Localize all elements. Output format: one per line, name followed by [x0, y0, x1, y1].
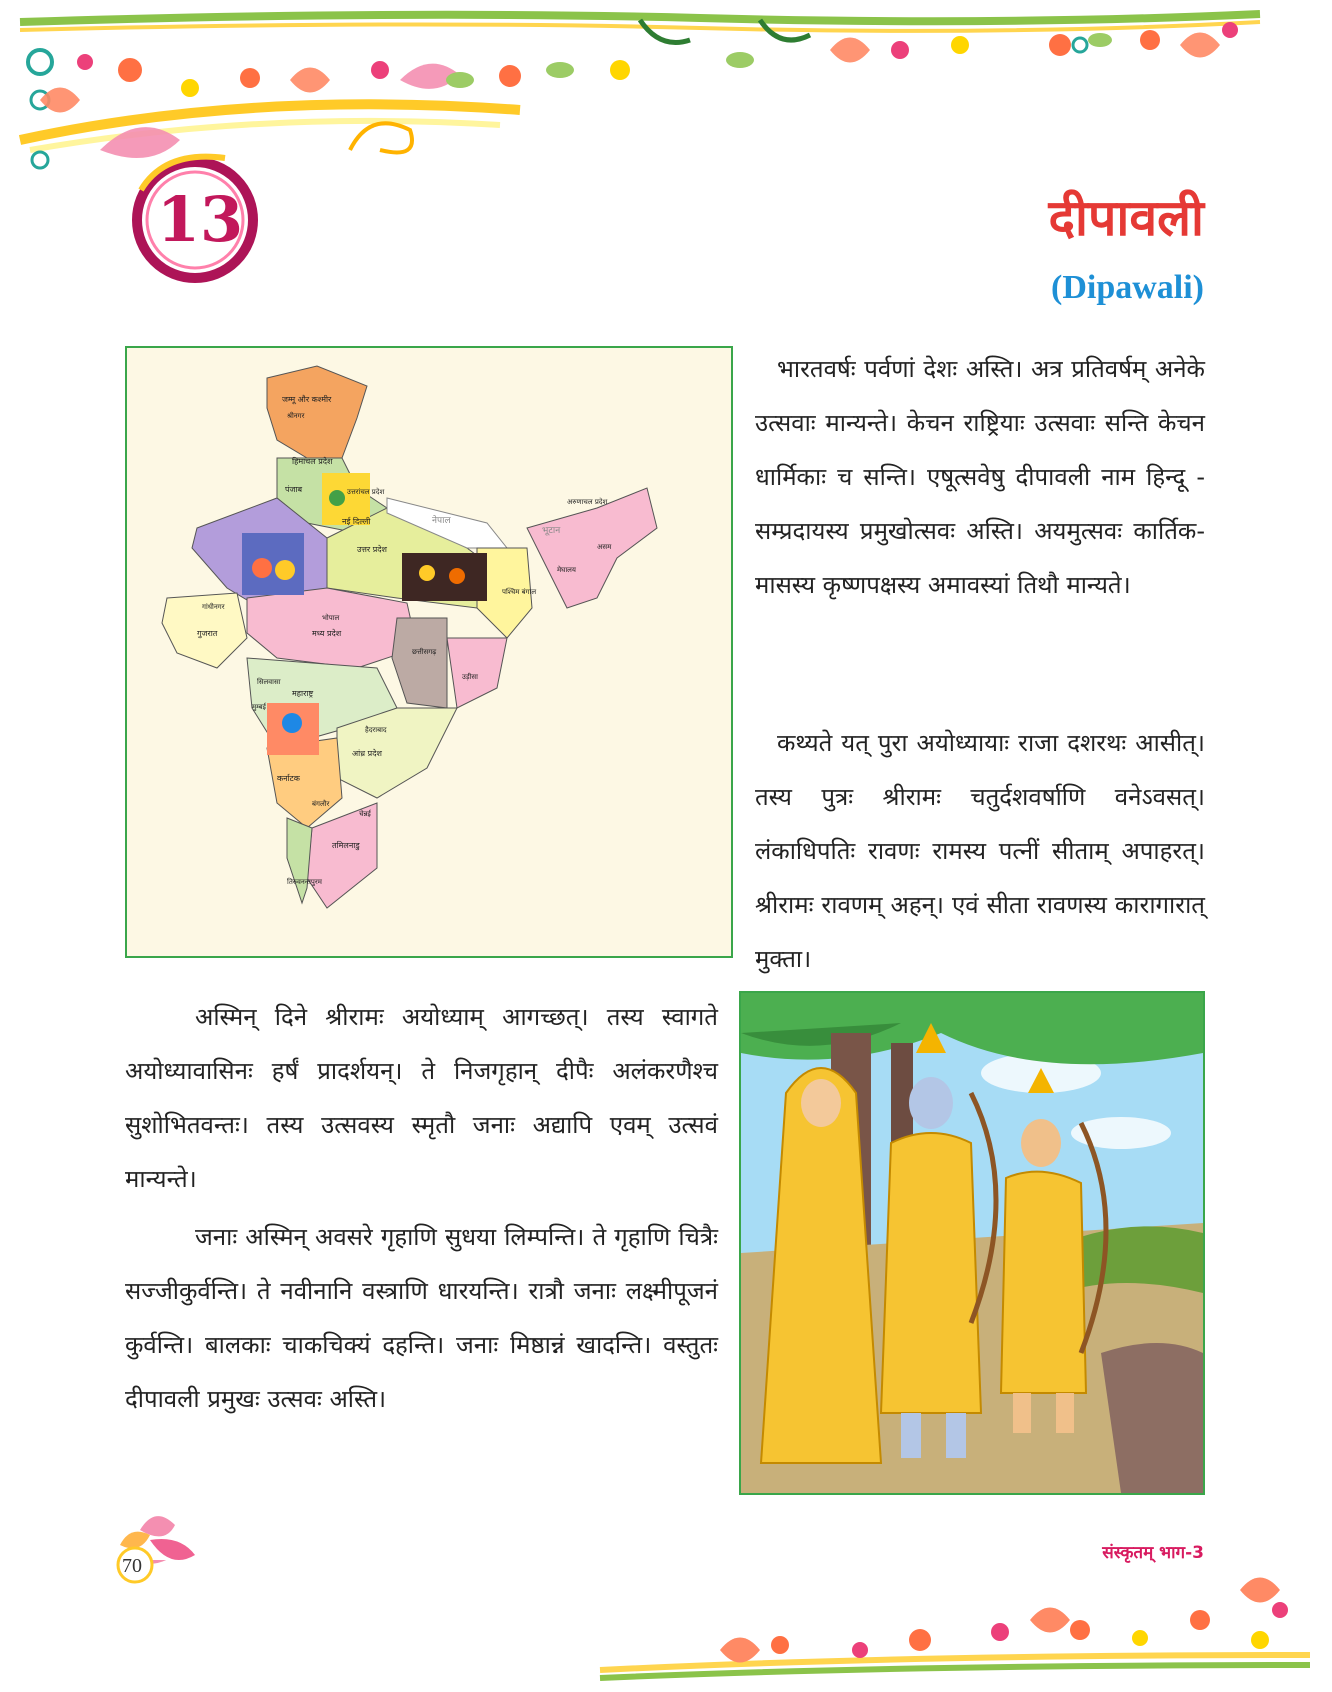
- map-label: मुम्बई: [252, 703, 266, 711]
- map-label: असम: [597, 543, 612, 551]
- map-label: भोपाल: [322, 614, 340, 622]
- map-label: नेपाल: [432, 516, 451, 526]
- map-label: जम्मू और कश्मीर: [282, 395, 332, 404]
- map-label: भूटान: [542, 526, 561, 536]
- paragraph-3: अस्मिन् दिने श्रीरामः अयोध्याम् आगच्छत्। तस्य स्वागते अयोध्यावासिनः हर्षं प्रादर्शयन्। ते निजगृहान् दीपैः अलंकरणैश्च सुशोभितवन्तः। तस्य उत्सवस्य स्मृतौ जनाः अद्यापि एवम् उत्सवं मान्यन्ते।: [125, 1003, 718, 1193]
- rama-sita-lakshmana-illustration: [739, 991, 1205, 1495]
- map-label: बंगलौर: [312, 800, 330, 808]
- map-label: हिमाचल प्रदेश: [292, 457, 333, 466]
- map-label: हैदराबाद: [365, 726, 387, 734]
- map-label: पश्चिम बंगाल: [502, 588, 537, 596]
- map-label: गांधीनगर: [202, 603, 225, 611]
- map-label: उत्तरांचल प्रदेश: [347, 488, 385, 496]
- map-label: छत्तीसगढ़: [412, 648, 437, 656]
- paragraph-1: भारतवर्षः पर्वणां देशः अस्ति। अत्र प्रतिवर्षम् अनेके उत्सवाः मान्यन्ते। केचन राष्ट्रियाः उत्सवाः सन्ति केचन धार्मिकाः च सन्ति। एषूत्सवेषु दीपावली नाम हिन्दू - सम्प्रदायस्य प्रमुखोत्सवः अस्ति। अयमुत्सवः कार्तिक-मासस्य कृष्णपक्षस्य अमावस्यां तिथौ मान्यते।: [755, 355, 1205, 599]
- map-label: पंजाब: [285, 485, 303, 494]
- map-label: सिलवासा: [257, 678, 281, 686]
- page-number-flower: [110, 1510, 200, 1590]
- map-label: चेन्नई: [359, 810, 371, 818]
- map-label: गुजरात: [197, 629, 218, 638]
- chapter-title-hindi: दीपावली: [1048, 189, 1204, 247]
- chapter-number: 13: [156, 183, 244, 256]
- map-label: श्रीनगर: [287, 412, 305, 420]
- map-label: मध्य प्रदेश: [312, 629, 342, 638]
- book-title: संस्कृतम् भाग-3: [1102, 1543, 1204, 1563]
- map-label: तिरुवनन्तपुरम: [287, 878, 322, 886]
- illustration-art: [741, 993, 1203, 1493]
- map-label: अरुणाचल प्रदेश: [567, 498, 608, 506]
- map-label: आंध्र प्रदेश: [352, 749, 382, 758]
- paragraph-2: कथ्यते यत् पुरा अयोध्यायाः राजा दशरथः आसीत्। तस्य पुत्रः श्रीरामः चतुर्दशवर्षाणि वनेऽवसत्। लंकाधिपतिः रावणः रामस्य पत्नीं सीताम् अपाहरत्। श्रीरामः रावणम् अहन्। एवं सीता रावणस्य कारागारात् मुक्ता।: [755, 729, 1205, 973]
- map-label: कर्नाटक: [277, 774, 300, 783]
- map-label: तमिलनाडु: [332, 841, 360, 850]
- page-number: 70: [122, 1555, 142, 1577]
- map-label: नई दिल्ली: [342, 517, 371, 526]
- map-label: उड़ीसा: [462, 673, 478, 681]
- map-label: महाराष्ट्र: [292, 689, 314, 698]
- paragraph-4: जनाः अस्मिन् अवसरे गृहाणि सुधया लिम्पन्ति। ते गृहाणि चित्रैः सज्जीकुर्वन्ति। ते नवीनानि वस्त्राणि धारयन्ति। रात्रौ जनाः लक्ष्मीपूजनं कुर्वन्ति। बालकाः चाकचिक्यं दहन्ति। जनाः मिष्ठान्नं खादन्ति। वस्तुतः दीपावली प्रमुखः उत्सवः अस्ति।: [125, 1223, 718, 1413]
- india-map-figure: [125, 346, 733, 958]
- map-label: उत्तर प्रदेश: [357, 545, 387, 554]
- map-label: मेघालय: [557, 566, 576, 574]
- chapter-title-english: (Dipawali): [1051, 269, 1204, 306]
